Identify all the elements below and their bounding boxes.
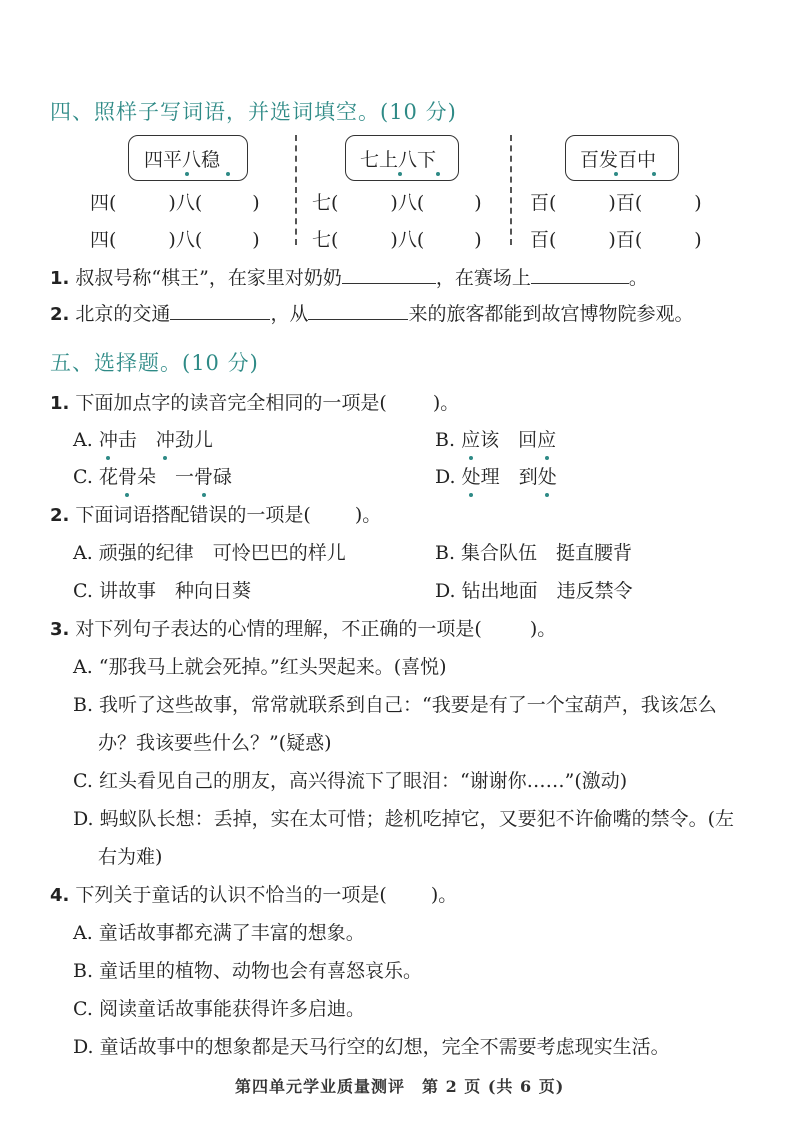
q3-option-c[interactable]: C. 红头看见自己的朋友，高兴得流下了眼泪：“谢谢你……”(激动) bbox=[73, 770, 628, 792]
word-blank-row: 百( )百( ) bbox=[530, 192, 702, 214]
q3-option-b-continued: 办？我该要些什么？”(疑惑) bbox=[98, 732, 332, 754]
word-blank-row: 七( )八( ) bbox=[312, 192, 482, 214]
word-blank-row: 四( )八( ) bbox=[90, 192, 260, 214]
q2-option-a[interactable]: A. 顽强的纪律 可怜巴巴的样儿 bbox=[73, 542, 346, 564]
answer-blank[interactable] bbox=[531, 265, 629, 284]
fill-sentence-1: 1. 叔叔号称“棋王”，在家里对奶奶 ，在赛场上 。 bbox=[50, 267, 648, 289]
section-4-title: 四、照样子写词语，并选词填空。(10 分) bbox=[50, 100, 457, 124]
column-divider bbox=[510, 135, 512, 245]
column-divider bbox=[295, 135, 297, 245]
example-word-2: 七上八下 bbox=[360, 149, 437, 171]
emphasis-dot bbox=[652, 172, 656, 176]
question-1: 1. 下面加点字的读音完全相同的一项是( )。 bbox=[50, 392, 460, 414]
answer-blank[interactable] bbox=[308, 301, 408, 320]
emphasis-dot bbox=[226, 172, 230, 176]
emphasis-dot bbox=[398, 172, 402, 176]
word-blank-row: 百( )百( ) bbox=[530, 229, 702, 251]
q3-option-a[interactable]: A. “那我马上就会死掉。”红头哭起来。(喜悦) bbox=[73, 656, 447, 678]
q4-option-c[interactable]: C. 阅读童话故事能获得许多启迪。 bbox=[73, 998, 365, 1020]
word-blank-row: 七( )八( ) bbox=[312, 229, 482, 251]
section-5-title: 五、选择题。(10 分) bbox=[50, 351, 259, 375]
q1-option-a[interactable]: A. 冲击 冲劲儿 bbox=[73, 429, 213, 451]
example-word-1: 四平八稳 bbox=[144, 149, 221, 171]
q4-option-d[interactable]: D. 童话故事中的想象都是天马行空的幻想，完全不需要考虑现实生活。 bbox=[73, 1036, 670, 1058]
q4-option-a[interactable]: A. 童话故事都充满了丰富的想象。 bbox=[73, 922, 365, 944]
answer-blank[interactable] bbox=[170, 301, 270, 320]
emphasis-dot bbox=[436, 172, 440, 176]
question-4: 4. 下列关于童话的认识不恰当的一项是( )。 bbox=[50, 884, 458, 906]
q3-option-d-continued: 右为难) bbox=[98, 846, 163, 868]
q2-option-d[interactable]: D. 钻出地面 违反禁令 bbox=[435, 580, 633, 602]
page-footer: 第四单元学业质量测评 第 2 页 (共 6 页) bbox=[235, 1077, 565, 1096]
q1-option-b[interactable]: B. 应该 回应 bbox=[435, 429, 557, 451]
q3-option-b[interactable]: B. 我听了这些故事，常常就联系到自己：“我要是有了一个宝葫芦，我该怎么 bbox=[73, 694, 717, 716]
q1-option-d[interactable]: D. 处理 到处 bbox=[435, 466, 557, 488]
q4-option-b[interactable]: B. 童话里的植物、动物也会有喜怒哀乐。 bbox=[73, 960, 423, 982]
emphasis-dot bbox=[614, 172, 618, 176]
q2-option-c[interactable]: C. 讲故事 种向日葵 bbox=[73, 580, 251, 602]
question-3: 3. 对下列句子表达的心情的理解，不正确的一项是( )。 bbox=[50, 618, 557, 640]
answer-blank[interactable] bbox=[342, 265, 436, 284]
example-word-3: 百发百中 bbox=[580, 149, 657, 171]
word-blank-row: 四( )八( ) bbox=[90, 229, 260, 251]
q1-option-c[interactable]: C. 花骨朵 一骨碌 bbox=[73, 466, 233, 488]
fill-sentence-2: 2. 北京的交通 ，从 来的旅客都能到故宫博物院参观。 bbox=[50, 303, 694, 325]
emphasis-dot bbox=[185, 172, 189, 176]
question-2: 2. 下面词语搭配错误的一项是( )。 bbox=[50, 504, 382, 526]
q2-option-b[interactable]: B. 集合队伍 挺直腰背 bbox=[435, 542, 633, 564]
q3-option-d[interactable]: D. 蚂蚁队长想：丢掉，实在太可惜；趁机吃掉它，又要犯不许偷嘴的禁令。(左 bbox=[73, 808, 735, 830]
